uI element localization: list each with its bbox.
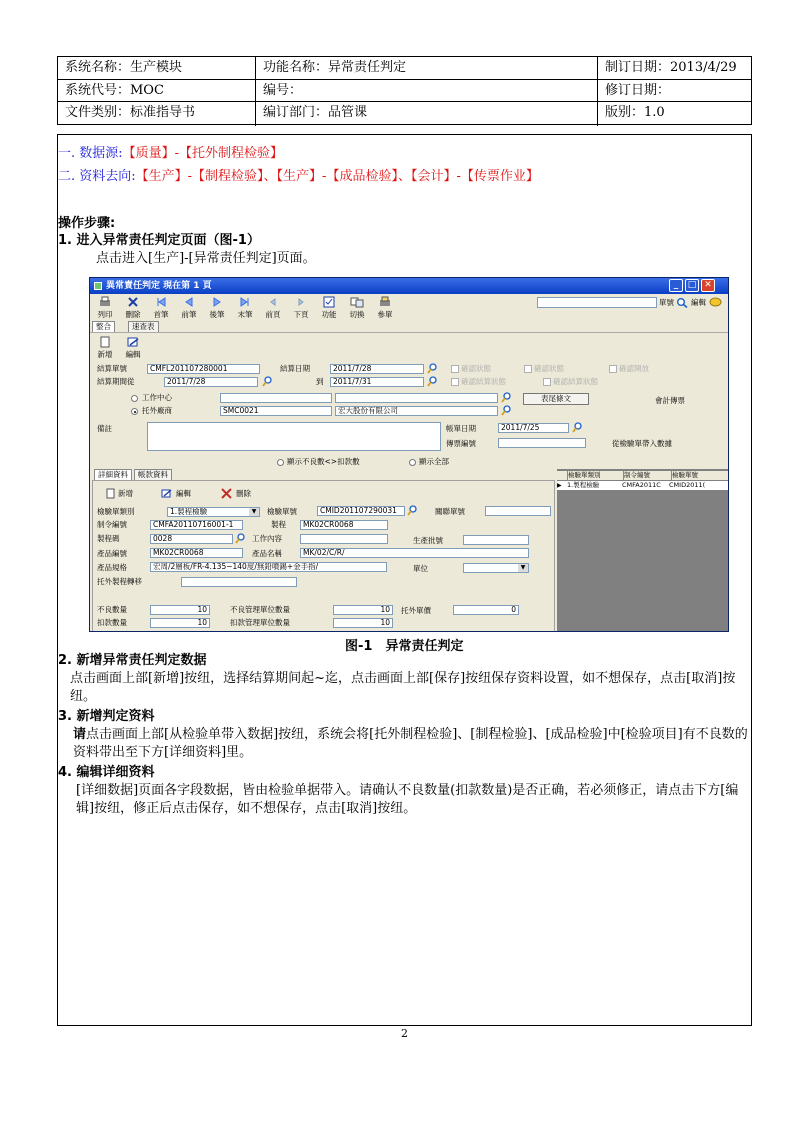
last-record-button[interactable] <box>232 296 258 320</box>
order-no-field[interactable]: CMFA20110716001-1 <box>150 520 243 530</box>
batch-no-label: 生產批號 <box>413 536 443 545</box>
detail-new-button[interactable]: 新增 <box>118 489 133 498</box>
step4-title: 4. 编辑详细资料 <box>58 765 155 780</box>
delete-x-icon <box>126 296 140 308</box>
header-row <box>58 101 751 126</box>
outsource-price-label: 托外單價 <box>401 606 431 615</box>
switch-icon <box>350 296 364 308</box>
doc-header-table <box>57 56 752 125</box>
switch-button[interactable] <box>344 296 370 320</box>
table-row[interactable] <box>557 481 729 490</box>
tab-integration[interactable]: 整合 <box>92 321 115 332</box>
next-page-label: 下頁 <box>293 310 309 319</box>
work-content-label: 工作內容 <box>252 534 282 543</box>
voucher-date-picker-icon[interactable] <box>571 422 584 433</box>
grid-header-type: 檢驗單類別 <box>567 471 623 480</box>
memo-field[interactable] <box>147 422 441 451</box>
memo-label: 備註 <box>97 424 112 433</box>
period-to-field[interactable]: 2011/7/31 <box>330 377 424 387</box>
open-checkbox[interactable] <box>609 365 617 373</box>
print-button[interactable] <box>92 296 118 320</box>
prev-icon <box>182 296 196 308</box>
bad-unit-qty-field[interactable]: 10 <box>333 605 393 615</box>
product-no-field[interactable]: MK02CR0068 <box>150 548 243 558</box>
last-icon <box>238 296 252 308</box>
header-function-name: 功能名称：异常责任判定 <box>255 57 597 79</box>
bad-unit-qty-label: 不良管理單位數量 <box>230 605 290 614</box>
insp-no-lookup-icon[interactable] <box>406 505 419 516</box>
delete-label: 刪除 <box>125 310 141 319</box>
batch-no-field[interactable] <box>463 535 529 545</box>
next-record-button[interactable] <box>204 296 230 320</box>
settle-status-checkbox[interactable] <box>451 378 459 386</box>
header-row <box>58 57 751 79</box>
status-checkbox[interactable] <box>451 365 459 373</box>
accounting-voucher-label: 會計傳票 <box>655 396 685 405</box>
close-button[interactable]: ✕ <box>701 279 715 292</box>
delete-x-icon <box>220 488 233 499</box>
step1-text: 点击进入[生产]-[异常责任判定]页面。 <box>96 251 316 266</box>
chevron-down-icon: ▼ <box>249 508 259 516</box>
prev-page-label: 前頁 <box>265 310 281 319</box>
step2-title: 2. 新增异常责任判定数据 <box>58 653 207 668</box>
page-number: 2 <box>401 1027 408 1040</box>
header-system-name: 系统名称：生产模块 <box>65 60 183 75</box>
detail-grid-header <box>557 471 729 480</box>
deduct-unit-qty-field[interactable]: 10 <box>333 618 393 628</box>
prev-page-button[interactable] <box>260 296 286 320</box>
edit-action-label: 編輯 <box>125 350 141 359</box>
row-pointer-icon: ▶ <box>557 482 562 489</box>
delete-button[interactable] <box>120 296 146 320</box>
data-destination-path: 【生产】-【制程检验】、【生产】-【成品检验】、【会计】-【传票作业】 <box>135 169 539 184</box>
search-input[interactable] <box>537 297 657 308</box>
settle-no-field[interactable]: CMFL201107280001 <box>147 364 260 374</box>
settle-date-picker-icon[interactable] <box>426 363 439 374</box>
outsource-price-field[interactable]: 0 <box>453 605 519 615</box>
function-icon <box>322 296 336 308</box>
bad-qty-label: 不良數量 <box>97 605 127 614</box>
steps-title: 操作步骤: <box>58 216 116 231</box>
data-source-prefix: 一. 数据源: <box>58 146 123 161</box>
process-label: 製程 <box>271 520 286 529</box>
first-record-button[interactable] <box>148 296 174 320</box>
prev-page-icon <box>266 296 280 308</box>
settle-no-label: 結算單號 <box>97 364 127 373</box>
voucher-date-label: 帳單日期 <box>446 424 476 433</box>
status-checkbox[interactable] <box>524 365 532 373</box>
vendor-name-field[interactable]: 宏大股份有限公司 <box>335 406 498 416</box>
new-doc-icon <box>105 488 116 499</box>
grid-cell-insp-no: CMID2011( <box>669 481 706 489</box>
refresh-icon[interactable] <box>709 296 722 307</box>
insp-type-select[interactable] <box>167 507 260 517</box>
work-content-field[interactable] <box>300 534 388 544</box>
step1-title: 1. 进入异常责任判定页面（图-1） <box>58 233 260 248</box>
settle-date-label: 結算日期 <box>280 364 310 373</box>
related-no-field[interactable] <box>485 506 551 516</box>
printer-icon <box>98 296 112 308</box>
settle-status-label: 確認結算狀態 <box>553 377 598 386</box>
period-label: 結算期間從 <box>97 377 135 386</box>
step3-text <box>73 726 753 762</box>
reference-icon <box>378 296 392 308</box>
last-label: 末筆 <box>237 310 253 319</box>
show-bad-label: 顯示不良數<>扣款數 <box>287 457 360 466</box>
edit-label: 編輯 <box>691 298 706 307</box>
function-button[interactable] <box>316 296 342 320</box>
header-number: 编号： <box>255 80 597 102</box>
reference-button[interactable] <box>372 296 398 320</box>
tail-text-button[interactable]: 表尾條文 <box>523 393 589 405</box>
next-page-button[interactable] <box>288 296 314 320</box>
detail-delete-button[interactable]: 刪除 <box>236 489 251 498</box>
work-center-lookup-icon[interactable] <box>500 392 513 403</box>
minimize-button[interactable]: _ <box>669 279 683 292</box>
product-no-label: 產品編號 <box>97 549 127 558</box>
app-window-icon <box>94 282 102 290</box>
voucher-no-field[interactable] <box>498 438 586 448</box>
tab-account[interactable]: 帳款資料 <box>134 469 172 480</box>
unit-select[interactable] <box>463 563 529 573</box>
insp-type-label: 檢驗單類別 <box>97 507 135 516</box>
chevron-down-icon: ▼ <box>518 564 528 572</box>
tab-quick-lookup[interactable]: 速查表 <box>128 321 159 332</box>
step3-body: 点击画面上部[从检验单带入数据]按纽，系统会将[托外制程检验]、[制程检验]、[成品检验]中[检验项目]有不良数的资料带出至下方[详细资料]里。 <box>73 727 748 760</box>
new-doc-icon <box>98 336 112 348</box>
insp-type-value: 1.製程檢驗 <box>170 507 208 516</box>
from-inspection-label[interactable]: 從檢驗單帶入數據 <box>612 439 672 448</box>
detail-grid <box>557 469 729 632</box>
voucher-no-label: 傳票編號 <box>446 439 476 448</box>
header-system-code: 系统代号：MOC <box>65 83 164 98</box>
insp-no-field[interactable]: CMID201107290031 <box>317 506 405 516</box>
switch-label: 切換 <box>349 310 365 319</box>
new-label: 新增 <box>97 350 113 359</box>
process-code-field[interactable]: 0028 <box>150 534 233 544</box>
process-code-label: 製程碼 <box>97 534 120 543</box>
step3-title: 3. 新增判定资料 <box>58 709 155 724</box>
print-label: 列印 <box>97 310 113 319</box>
edit-pencil-icon <box>160 488 173 499</box>
status-checkbox-label: 確認狀態 <box>461 364 491 373</box>
tab-detail[interactable]: 詳細資料 <box>94 469 132 480</box>
outsource-transfer-label: 托外製程轉移 <box>97 577 142 586</box>
header-version: 版别：1.0 <box>597 102 753 126</box>
new-button[interactable] <box>92 336 118 360</box>
function-label: 功能 <box>321 310 337 319</box>
product-name-label: 產品名稱 <box>252 549 282 558</box>
search-icon[interactable] <box>676 297 689 308</box>
period-to-picker-icon[interactable] <box>426 376 439 387</box>
order-no-label: 制令編號 <box>97 520 127 529</box>
settle-status-checkbox[interactable] <box>543 378 551 386</box>
show-bad-radio[interactable] <box>277 459 284 466</box>
app-screenshot <box>89 277 729 632</box>
period-to-label: 到 <box>316 377 324 386</box>
app-titlebar <box>90 278 728 294</box>
header-doc-type: 文件类别：标准指导书 <box>65 105 196 120</box>
data-destination-line <box>58 168 539 186</box>
vendor-code-field[interactable]: SMC0021 <box>220 406 332 416</box>
prev-label: 前筆 <box>181 310 197 319</box>
first-icon <box>154 296 168 308</box>
status-checkbox-label: 確認狀態 <box>534 364 564 373</box>
data-destination-prefix: 二. 资料去向: <box>58 169 136 184</box>
prev-record-button[interactable] <box>176 296 202 320</box>
deduct-qty-field[interactable]: 10 <box>150 618 210 628</box>
spec-label: 產品規格 <box>97 563 127 572</box>
next-page-icon <box>294 296 308 308</box>
data-source-line <box>58 145 283 163</box>
work-center-radio[interactable] <box>131 395 138 402</box>
header-revised-date: 修订日期： <box>597 80 753 102</box>
settle-date-field[interactable]: 2011/7/28 <box>330 364 424 374</box>
period-from-field[interactable]: 2011/7/28 <box>164 377 258 387</box>
header-row <box>58 79 751 102</box>
show-all-label: 顯示全部 <box>419 457 449 466</box>
process-field[interactable]: MK02CR0068 <box>300 520 388 530</box>
detail-edit-button[interactable]: 編輯 <box>176 489 191 498</box>
vendor-lookup-icon[interactable] <box>500 405 513 416</box>
deduct-unit-qty-label: 扣款管理單位數量 <box>230 618 290 627</box>
step2-text: 点击画面上部[新增]按纽，选择结算期间起~迄，点击画面上部[保存]按纽保存资料设置，如不想保存，点击[取消]按纽。 <box>70 671 736 704</box>
related-no-label: 關聯單號 <box>435 507 465 516</box>
insp-no-label: 檢驗單號 <box>267 507 297 516</box>
grid-header-order: 制令編號 <box>623 471 671 480</box>
work-center-name-field[interactable] <box>335 393 498 403</box>
app-title: 異常責任判定 現在第 1 頁 <box>106 281 212 291</box>
open-checkbox-label: 確認開放 <box>619 364 649 373</box>
product-name-field[interactable]: MK/02/C/R/ <box>300 548 529 558</box>
period-from-picker-icon[interactable] <box>261 376 274 387</box>
show-all-radio[interactable] <box>409 459 416 466</box>
next-label: 後筆 <box>209 310 225 319</box>
search-order-label: 單號 <box>659 298 674 307</box>
spec-field[interactable]: 宏周/2層板/FR-4.135~140度/無鉛噴錫+金手指/ <box>150 562 387 572</box>
vendor-label: 托外廠商 <box>142 406 172 415</box>
vendor-radio[interactable] <box>131 408 138 415</box>
edit-pencil-icon <box>126 336 140 348</box>
deduct-qty-label: 扣款數量 <box>97 618 127 627</box>
bad-qty-field[interactable]: 10 <box>150 605 210 615</box>
reference-label: 參單 <box>377 310 393 319</box>
edit-button[interactable] <box>120 336 146 360</box>
voucher-date-field[interactable]: 2011/7/25 <box>498 423 569 433</box>
grid-header-insp-no: 檢驗單號 <box>671 471 717 480</box>
header-created-date: 制订日期：2013/4/29 <box>597 57 753 79</box>
process-code-lookup-icon[interactable] <box>234 533 247 544</box>
maximize-button[interactable]: □ <box>685 279 699 292</box>
figure-caption: 图-1 异常责任判定 <box>345 639 464 654</box>
grid-cell-type: 1.製程檢驗 <box>567 481 600 489</box>
next-icon <box>210 296 224 308</box>
settle-status-label: 確認結算狀態 <box>461 377 506 386</box>
outsource-transfer-field[interactable] <box>181 577 297 587</box>
grid-cell-order: CMFA2011C <box>622 481 661 489</box>
work-center-code-field[interactable] <box>220 393 332 403</box>
tab-divider <box>90 332 728 333</box>
work-center-label: 工作中心 <box>142 393 172 402</box>
header-department: 编订部门：品管课 <box>255 102 597 126</box>
step4-text: [详细数据]页面各字段数据，皆由检验单据带入。请确认不良数量(扣款数量)是否正确，若必须修正，请点击下方[编辑]按纽，修正后点击保存，如不想保存，点击[取消]按纽。 <box>76 783 739 816</box>
unit-label: 單位 <box>413 564 428 573</box>
data-source-path: 【质量】-【托外制程检验】 <box>122 146 284 161</box>
first-label: 首筆 <box>153 310 169 319</box>
step3-bold-start: 请 <box>73 727 87 742</box>
